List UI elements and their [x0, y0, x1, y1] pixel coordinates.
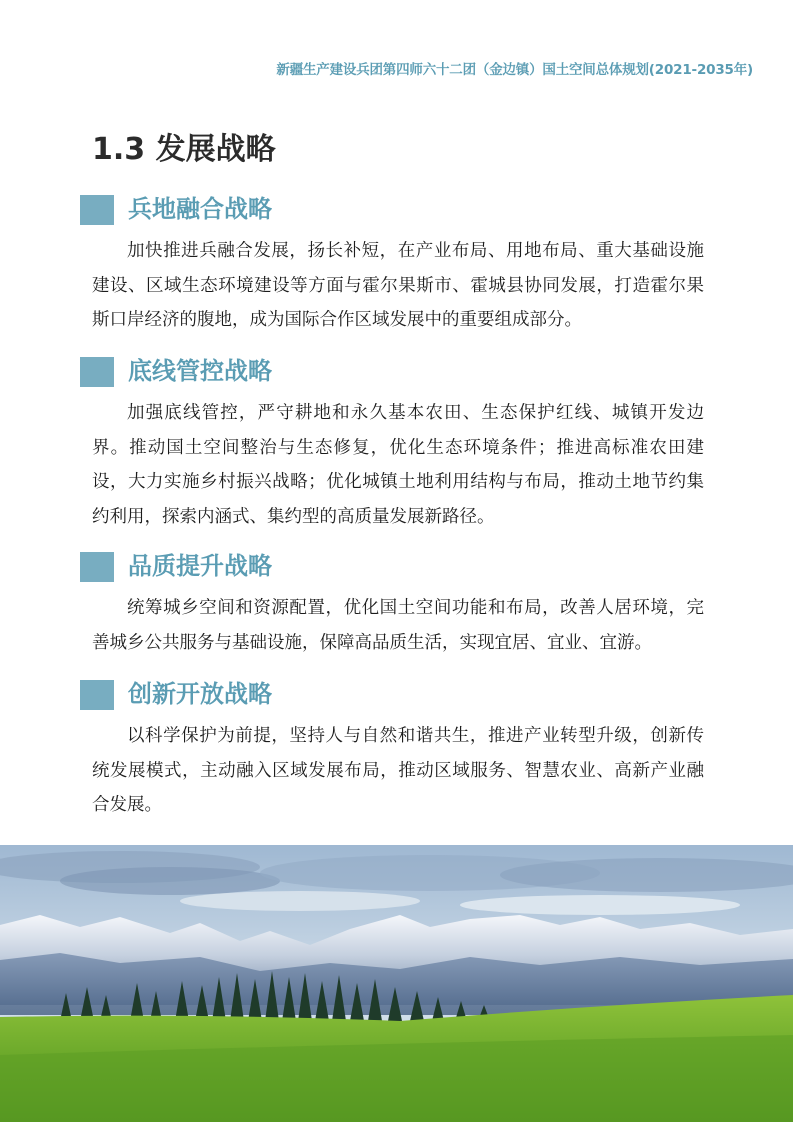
heading-marker-square	[80, 195, 114, 225]
section-title: 1.3 发展战略	[92, 132, 276, 167]
document-running-header: 新疆生产建设兵团第四师六十二团（金边镇）国土空间总体规划(2021-2035年)	[276, 62, 753, 78]
heading-marker-square	[80, 357, 114, 387]
landscape-photo	[0, 845, 793, 1122]
strategy-body: 加快推进兵融合发展，扬长补短，在产业布局、用地布局、重大基础设施建设、区域生态环境建设等方面与霍尔果斯市、霍城县协同发展，打造霍尔果斯口岸经济的腹地，成为国际合作区域发展中的重要组成部分。	[92, 241, 704, 330]
strategy-title: 创新开放战略	[128, 680, 272, 708]
strategy-body: 以科学保护为前提，坚持人与自然和谐共生，推进产业转型升级，创新传统发展模式，主动融入区域发展布局，推动区域服务、智慧农业、高新产业融合发展。	[92, 726, 704, 815]
strategy-block-chuangxin	[80, 679, 720, 823]
heading-marker-square	[80, 680, 114, 710]
strategy-heading	[80, 356, 720, 388]
strategy-block-bingdi	[80, 194, 720, 338]
heading-marker-square	[80, 552, 114, 582]
strategy-block-dixian	[80, 356, 720, 534]
strategy-block-pinzhi	[80, 551, 720, 660]
strategy-title: 兵地融合战略	[128, 195, 272, 223]
strategy-title: 品质提升战略	[128, 552, 272, 580]
strategy-heading	[80, 551, 720, 583]
strategy-body: 加强底线管控，严守耕地和永久基本农田、生态保护红线、城镇开发边界。推动国土空间整治与生态修复，优化生态环境条件；推进高标准农田建设，大力实施乡村振兴战略；优化城镇土地利用结构与布局，推动土地节约集约利用，探索内涵式、集约型的高质量发展新路径。	[92, 403, 704, 527]
strategy-heading	[80, 194, 720, 226]
strategy-title: 底线管控战略	[128, 357, 272, 385]
strategy-body: 统筹城乡空间和资源配置，优化国土空间功能和布局，改善人居环境，完善城乡公共服务与基础设施，保障高品质生活，实现宜居、宜业、宜游。	[92, 598, 704, 653]
strategy-heading	[80, 679, 720, 711]
